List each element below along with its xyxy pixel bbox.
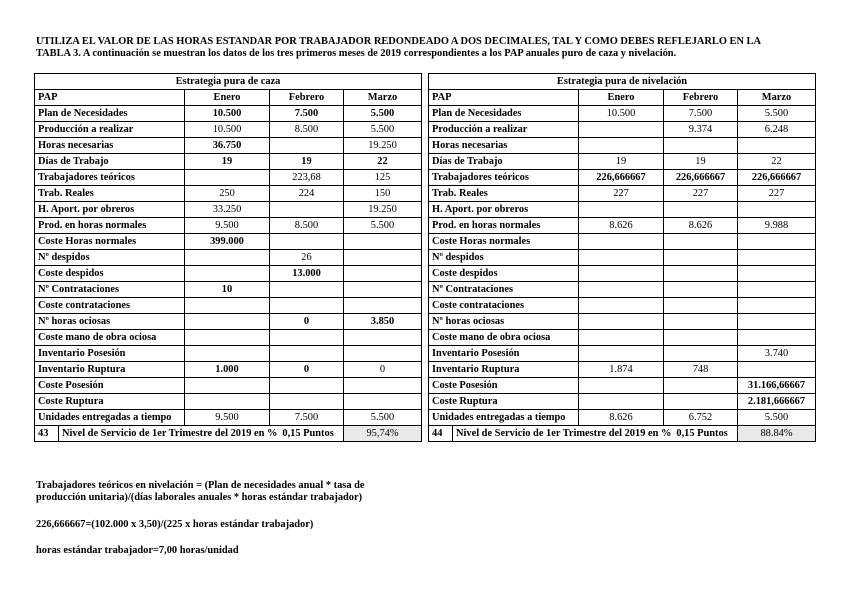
caza-table-row bbox=[35, 106, 422, 122]
nivelacion-table-row bbox=[429, 106, 816, 122]
instructions bbox=[36, 36, 816, 60]
nivelacion-service-level-label bbox=[429, 426, 738, 442]
nivelacion-table-row bbox=[429, 346, 816, 362]
caza-cell-enero: 19 bbox=[185, 154, 270, 170]
nivelacion-cell-febrero bbox=[664, 202, 738, 218]
caza-cell-marzo bbox=[344, 378, 422, 394]
caza-cell-enero: 36.750 bbox=[185, 138, 270, 154]
caza-row-label: Coste mano de obra ociosa bbox=[35, 330, 185, 346]
caza-row-label: Trab. Reales bbox=[35, 186, 185, 202]
caza-table-row bbox=[35, 234, 422, 250]
nivelacion-table-row bbox=[429, 234, 816, 250]
caza-caption-row bbox=[35, 74, 422, 90]
nivelacion-cell-marzo bbox=[738, 202, 816, 218]
caza-cell-marzo: 22 bbox=[344, 154, 422, 170]
nivelacion-service-level-text: Nivel de Servicio de 1er Trimestre del 2019 en % bbox=[456, 428, 672, 439]
nivelacion-table-row bbox=[429, 266, 816, 282]
caza-row-label: H. Aport. por obreros bbox=[35, 202, 185, 218]
note-line-4: horas estándar trabajador=7,00 horas/unidad bbox=[36, 545, 239, 556]
caza-cell-marzo: 19.250 bbox=[344, 202, 422, 218]
caza-cell-marzo: 0 bbox=[344, 362, 422, 378]
caza-cell-febrero bbox=[270, 138, 344, 154]
caza-row-label: Coste Posesión bbox=[35, 378, 185, 394]
nivelacion-cell-febrero: 6.752 bbox=[664, 410, 738, 426]
caza-cell-enero: 10.500 bbox=[185, 106, 270, 122]
nivelacion-cell-febrero bbox=[664, 346, 738, 362]
caza-table-row bbox=[35, 298, 422, 314]
note-line-3: 226,666667=(102.000 x 3,50)/(225 x horas estándar trabajador) bbox=[36, 519, 314, 530]
nivelacion-cell-enero: 8.626 bbox=[579, 218, 664, 234]
nivelacion-cell-marzo: 9.988 bbox=[738, 218, 816, 234]
caza-table-row bbox=[35, 378, 422, 394]
caza-cell-enero bbox=[185, 298, 270, 314]
caza-cell-febrero bbox=[270, 346, 344, 362]
nivelacion-header-row bbox=[429, 90, 816, 106]
nivelacion-table-row bbox=[429, 138, 816, 154]
caza-table-row bbox=[35, 266, 422, 282]
caza-cell-febrero: 8.500 bbox=[270, 218, 344, 234]
caza-cell-enero: 33.250 bbox=[185, 202, 270, 218]
nivelacion-cell-marzo: 31.166,66667 bbox=[738, 378, 816, 394]
nivelacion-cell-febrero bbox=[664, 250, 738, 266]
nivelacion-table-row bbox=[429, 122, 816, 138]
nivelacion-cell-marzo bbox=[738, 330, 816, 346]
nivelacion-cell-enero bbox=[579, 314, 664, 330]
note-line-2: producción unitaria)/(días laborales anuales * horas estándar trabajador) bbox=[36, 492, 363, 503]
nivelacion-table-row bbox=[429, 410, 816, 426]
caza-cell-marzo: 19.250 bbox=[344, 138, 422, 154]
nivelacion-cell-enero bbox=[579, 330, 664, 346]
nivelacion-cell-enero: 227 bbox=[579, 186, 664, 202]
caza-cell-enero: 399.000 bbox=[185, 234, 270, 250]
nivelacion-row-label: Inventario Posesión bbox=[429, 346, 579, 362]
instructions-line-1: UTILIZA EL VALOR DE LAS HORAS ESTANDAR POR TRABAJADOR REDONDEADO A DOS DECIMALES, TAL Y COMO DEBES REFLEJARLO EN LA bbox=[36, 36, 761, 47]
nivelacion-cell-enero bbox=[579, 266, 664, 282]
nivelacion-table-row bbox=[429, 202, 816, 218]
nivelacion-cell-enero: 226,666667 bbox=[579, 170, 664, 186]
nivelacion-cell-febrero: 226,666667 bbox=[664, 170, 738, 186]
nivelacion-table-row bbox=[429, 218, 816, 234]
nivelacion-row-label: Trab. Reales bbox=[429, 186, 579, 202]
nivelacion-table-row bbox=[429, 250, 816, 266]
nivelacion-row-label: Coste Horas normales bbox=[429, 234, 579, 250]
nivelacion-cell-febrero bbox=[664, 234, 738, 250]
caza-cell-enero bbox=[185, 250, 270, 266]
caza-cell-febrero: 13.000 bbox=[270, 266, 344, 282]
caza-cell-marzo: 3.850 bbox=[344, 314, 422, 330]
caza-cell-febrero bbox=[270, 282, 344, 298]
caza-cell-febrero: 7.500 bbox=[270, 106, 344, 122]
caza-table-row bbox=[35, 122, 422, 138]
nivelacion-cell-febrero bbox=[664, 314, 738, 330]
caza-cell-enero bbox=[185, 346, 270, 362]
caza-table-row bbox=[35, 330, 422, 346]
caza-cell-enero bbox=[185, 394, 270, 410]
nivelacion-cell-enero bbox=[579, 234, 664, 250]
caza-cell-marzo bbox=[344, 394, 422, 410]
caza-cell-febrero: 0 bbox=[270, 314, 344, 330]
note-line-1: Trabajadores teóricos en nivelación = (Plan de necesidades anual * tasa de bbox=[36, 480, 365, 491]
caza-cell-enero bbox=[185, 266, 270, 282]
nivelacion-cell-febrero bbox=[664, 298, 738, 314]
nivelacion-cell-febrero bbox=[664, 282, 738, 298]
caza-cell-febrero bbox=[270, 202, 344, 218]
nivelacion-cell-febrero: 227 bbox=[664, 186, 738, 202]
nivelacion-row-label: Prod. en horas normales bbox=[429, 218, 579, 234]
nivelacion-cell-marzo: 226,666667 bbox=[738, 170, 816, 186]
nivelacion-row-label: Nº horas ociosas bbox=[429, 314, 579, 330]
nivelacion-cell-marzo bbox=[738, 250, 816, 266]
nivelacion-row-label: Coste mano de obra ociosa bbox=[429, 330, 579, 346]
caza-column-header: Febrero bbox=[270, 90, 344, 106]
caza-table-row bbox=[35, 346, 422, 362]
caza-table-row bbox=[35, 154, 422, 170]
nivelacion-cell-febrero: 19 bbox=[664, 154, 738, 170]
caza-cell-marzo: 5.500 bbox=[344, 122, 422, 138]
caza-cell-marzo: 150 bbox=[344, 186, 422, 202]
nivelacion-cell-febrero: 7.500 bbox=[664, 106, 738, 122]
caza-column-header: PAP bbox=[35, 90, 185, 106]
nivelacion-row-label: Nº despidos bbox=[429, 250, 579, 266]
caza-cell-febrero: 7.500 bbox=[270, 410, 344, 426]
caza-cell-febrero bbox=[270, 394, 344, 410]
nivelacion-cell-enero: 8.626 bbox=[579, 410, 664, 426]
caza-cell-marzo bbox=[344, 250, 422, 266]
caza-column-header: Enero bbox=[185, 90, 270, 106]
caza-table-row bbox=[35, 282, 422, 298]
nivelacion-table-row bbox=[429, 394, 816, 410]
caza-table-row bbox=[35, 186, 422, 202]
caza-table-row bbox=[35, 250, 422, 266]
nivelacion-row-label: Producción a realizar bbox=[429, 122, 579, 138]
nivelacion-cell-marzo bbox=[738, 362, 816, 378]
nivelacion-row-label: Horas necesarias bbox=[429, 138, 579, 154]
caza-table-row bbox=[35, 410, 422, 426]
nivelacion-column-header: Enero bbox=[579, 90, 664, 106]
nivelacion-table-row bbox=[429, 170, 816, 186]
caza-cell-febrero: 0 bbox=[270, 362, 344, 378]
nivelacion-row-label: Coste contrataciones bbox=[429, 298, 579, 314]
caza-cell-marzo: 5.500 bbox=[344, 218, 422, 234]
nivelacion-row-label: Trabajadores teóricos bbox=[429, 170, 579, 186]
caza-row-label: Coste Horas normales bbox=[35, 234, 185, 250]
caza-table-row bbox=[35, 202, 422, 218]
caza-cell-enero bbox=[185, 378, 270, 394]
nivelacion-table-row bbox=[429, 314, 816, 330]
note-formula bbox=[36, 480, 365, 504]
caza-table-row bbox=[35, 362, 422, 378]
nivelacion-cell-febrero bbox=[664, 378, 738, 394]
nivelacion-cell-marzo: 22 bbox=[738, 154, 816, 170]
nivelacion-cell-enero bbox=[579, 298, 664, 314]
caza-cell-febrero bbox=[270, 330, 344, 346]
caza-table-row bbox=[35, 138, 422, 154]
caza-points: 0,15 Puntos bbox=[282, 428, 334, 439]
nivelacion-cell-febrero bbox=[664, 266, 738, 282]
nivelacion-row-label: H. Aport. por obreros bbox=[429, 202, 579, 218]
nivelacion-cell-febrero: 748 bbox=[664, 362, 738, 378]
caza-service-level-text: Nivel de Servicio de 1er Trimestre del 2019 en % bbox=[62, 428, 278, 439]
nivelacion-row-label: Coste Posesión bbox=[429, 378, 579, 394]
caza-table bbox=[34, 73, 422, 442]
nivelacion-row-label: Nº Contrataciones bbox=[429, 282, 579, 298]
nivelacion-table-row bbox=[429, 154, 816, 170]
caza-row-label: Plan de Necesidades bbox=[35, 106, 185, 122]
nivelacion-caption-row bbox=[429, 74, 816, 90]
caza-cell-enero bbox=[185, 330, 270, 346]
nivelacion-column-header: Febrero bbox=[664, 90, 738, 106]
nivelacion-table-row bbox=[429, 282, 816, 298]
caza-table-row bbox=[35, 218, 422, 234]
nivelacion-service-level-value: 88.84% bbox=[738, 426, 816, 442]
nivelacion-cell-febrero: 8.626 bbox=[664, 218, 738, 234]
instructions-line-2: TABLA 3. A continuación se muestran los datos de los tres primeros meses de 2019 correspondientes a los PAP anuales puro de caza y nivelación. bbox=[36, 48, 677, 59]
nivelacion-points: 0,15 Puntos bbox=[676, 428, 728, 439]
nivelacion-table-row bbox=[429, 362, 816, 378]
nivelacion-cell-marzo: 227 bbox=[738, 186, 816, 202]
caza-row-label: Unidades entregadas a tiempo bbox=[35, 410, 185, 426]
nivelacion-cell-enero: 19 bbox=[579, 154, 664, 170]
caza-cell-febrero bbox=[270, 298, 344, 314]
nivelacion-cell-enero bbox=[579, 282, 664, 298]
nivelacion-table-row bbox=[429, 186, 816, 202]
caza-cell-enero: 9.500 bbox=[185, 218, 270, 234]
caza-cell-marzo bbox=[344, 330, 422, 346]
nivelacion-table-row bbox=[429, 298, 816, 314]
caza-caption: Estrategia pura de caza bbox=[35, 74, 422, 90]
caza-table-row bbox=[35, 394, 422, 410]
nivelacion-cell-marzo bbox=[738, 314, 816, 330]
caza-service-level-row bbox=[35, 426, 422, 442]
caza-row-label: Coste Ruptura bbox=[35, 394, 185, 410]
nivelacion-cell-marzo bbox=[738, 234, 816, 250]
caza-row-label: Días de Trabajo bbox=[35, 154, 185, 170]
nivelacion-cell-enero bbox=[579, 138, 664, 154]
caza-column-header: Marzo bbox=[344, 90, 422, 106]
nivelacion-cell-enero bbox=[579, 346, 664, 362]
nivelacion-service-level-row bbox=[429, 426, 816, 442]
caza-cell-febrero: 223,68 bbox=[270, 170, 344, 186]
caza-row-label: Inventario Posesión bbox=[35, 346, 185, 362]
nivelacion-cell-marzo: 3.740 bbox=[738, 346, 816, 362]
nivelacion-table-row bbox=[429, 330, 816, 346]
nivelacion-cell-enero bbox=[579, 202, 664, 218]
caza-cell-febrero: 224 bbox=[270, 186, 344, 202]
caza-row-label: Inventario Ruptura bbox=[35, 362, 185, 378]
nivelacion-row-label: Inventario Ruptura bbox=[429, 362, 579, 378]
caza-row-label: Coste despidos bbox=[35, 266, 185, 282]
nivelacion-question-number: 44 bbox=[429, 426, 453, 441]
nivelacion-cell-enero bbox=[579, 122, 664, 138]
caza-question-number: 43 bbox=[35, 426, 59, 441]
caza-cell-marzo: 125 bbox=[344, 170, 422, 186]
caza-cell-febrero: 19 bbox=[270, 154, 344, 170]
caza-row-label: Horas necesarias bbox=[35, 138, 185, 154]
nivelacion-cell-marzo bbox=[738, 138, 816, 154]
caza-cell-marzo: 5.500 bbox=[344, 410, 422, 426]
nivelacion-row-label: Plan de Necesidades bbox=[429, 106, 579, 122]
nivelacion-cell-enero bbox=[579, 394, 664, 410]
nivelacion-table bbox=[428, 73, 816, 442]
caza-cell-enero bbox=[185, 314, 270, 330]
nivelacion-cell-marzo: 2.181,666667 bbox=[738, 394, 816, 410]
caza-cell-marzo: 5.500 bbox=[344, 106, 422, 122]
caza-row-label: Coste contrataciones bbox=[35, 298, 185, 314]
nivelacion-row-label: Coste despidos bbox=[429, 266, 579, 282]
nivelacion-cell-enero: 10.500 bbox=[579, 106, 664, 122]
caza-row-label: Trabajadores teóricos bbox=[35, 170, 185, 186]
nivelacion-cell-febrero bbox=[664, 330, 738, 346]
caza-table-row bbox=[35, 314, 422, 330]
caza-cell-febrero: 8.500 bbox=[270, 122, 344, 138]
caza-cell-marzo bbox=[344, 346, 422, 362]
caza-row-label: Nº Contrataciones bbox=[35, 282, 185, 298]
caza-cell-enero: 250 bbox=[185, 186, 270, 202]
nivelacion-cell-enero bbox=[579, 378, 664, 394]
caza-cell-enero bbox=[185, 170, 270, 186]
caza-service-level-value: 95,74% bbox=[344, 426, 422, 442]
nivelacion-cell-marzo bbox=[738, 298, 816, 314]
nivelacion-cell-febrero bbox=[664, 394, 738, 410]
caza-cell-enero: 10.500 bbox=[185, 122, 270, 138]
caza-cell-marzo bbox=[344, 266, 422, 282]
caza-row-label: Prod. en horas normales bbox=[35, 218, 185, 234]
nivelacion-cell-febrero: 9.374 bbox=[664, 122, 738, 138]
nivelacion-table-row bbox=[429, 378, 816, 394]
caza-cell-marzo bbox=[344, 298, 422, 314]
caza-cell-enero: 10 bbox=[185, 282, 270, 298]
nivelacion-cell-febrero bbox=[664, 138, 738, 154]
caza-cell-febrero: 26 bbox=[270, 250, 344, 266]
caza-table-row bbox=[35, 170, 422, 186]
nivelacion-cell-marzo bbox=[738, 282, 816, 298]
nivelacion-cell-marzo: 6.248 bbox=[738, 122, 816, 138]
caza-header-row bbox=[35, 90, 422, 106]
caza-cell-febrero bbox=[270, 378, 344, 394]
nivelacion-caption: Estrategia pura de nivelación bbox=[429, 74, 816, 90]
nivelacion-row-label: Días de Trabajo bbox=[429, 154, 579, 170]
nivelacion-cell-marzo: 5.500 bbox=[738, 106, 816, 122]
caza-row-label: Nº horas ociosas bbox=[35, 314, 185, 330]
caza-cell-enero: 1.000 bbox=[185, 362, 270, 378]
nivelacion-column-header: PAP bbox=[429, 90, 579, 106]
caza-cell-marzo bbox=[344, 282, 422, 298]
nivelacion-cell-marzo bbox=[738, 266, 816, 282]
caza-cell-marzo bbox=[344, 234, 422, 250]
caza-service-level-label bbox=[35, 426, 344, 442]
nivelacion-cell-marzo: 5.500 bbox=[738, 410, 816, 426]
caza-row-label: Producción a realizar bbox=[35, 122, 185, 138]
caza-row-label: Nº despidos bbox=[35, 250, 185, 266]
nivelacion-column-header: Marzo bbox=[738, 90, 816, 106]
nivelacion-row-label: Coste Ruptura bbox=[429, 394, 579, 410]
caza-cell-febrero bbox=[270, 234, 344, 250]
nivelacion-cell-enero: 1.874 bbox=[579, 362, 664, 378]
caza-cell-enero: 9.500 bbox=[185, 410, 270, 426]
nivelacion-row-label: Unidades entregadas a tiempo bbox=[429, 410, 579, 426]
nivelacion-cell-enero bbox=[579, 250, 664, 266]
